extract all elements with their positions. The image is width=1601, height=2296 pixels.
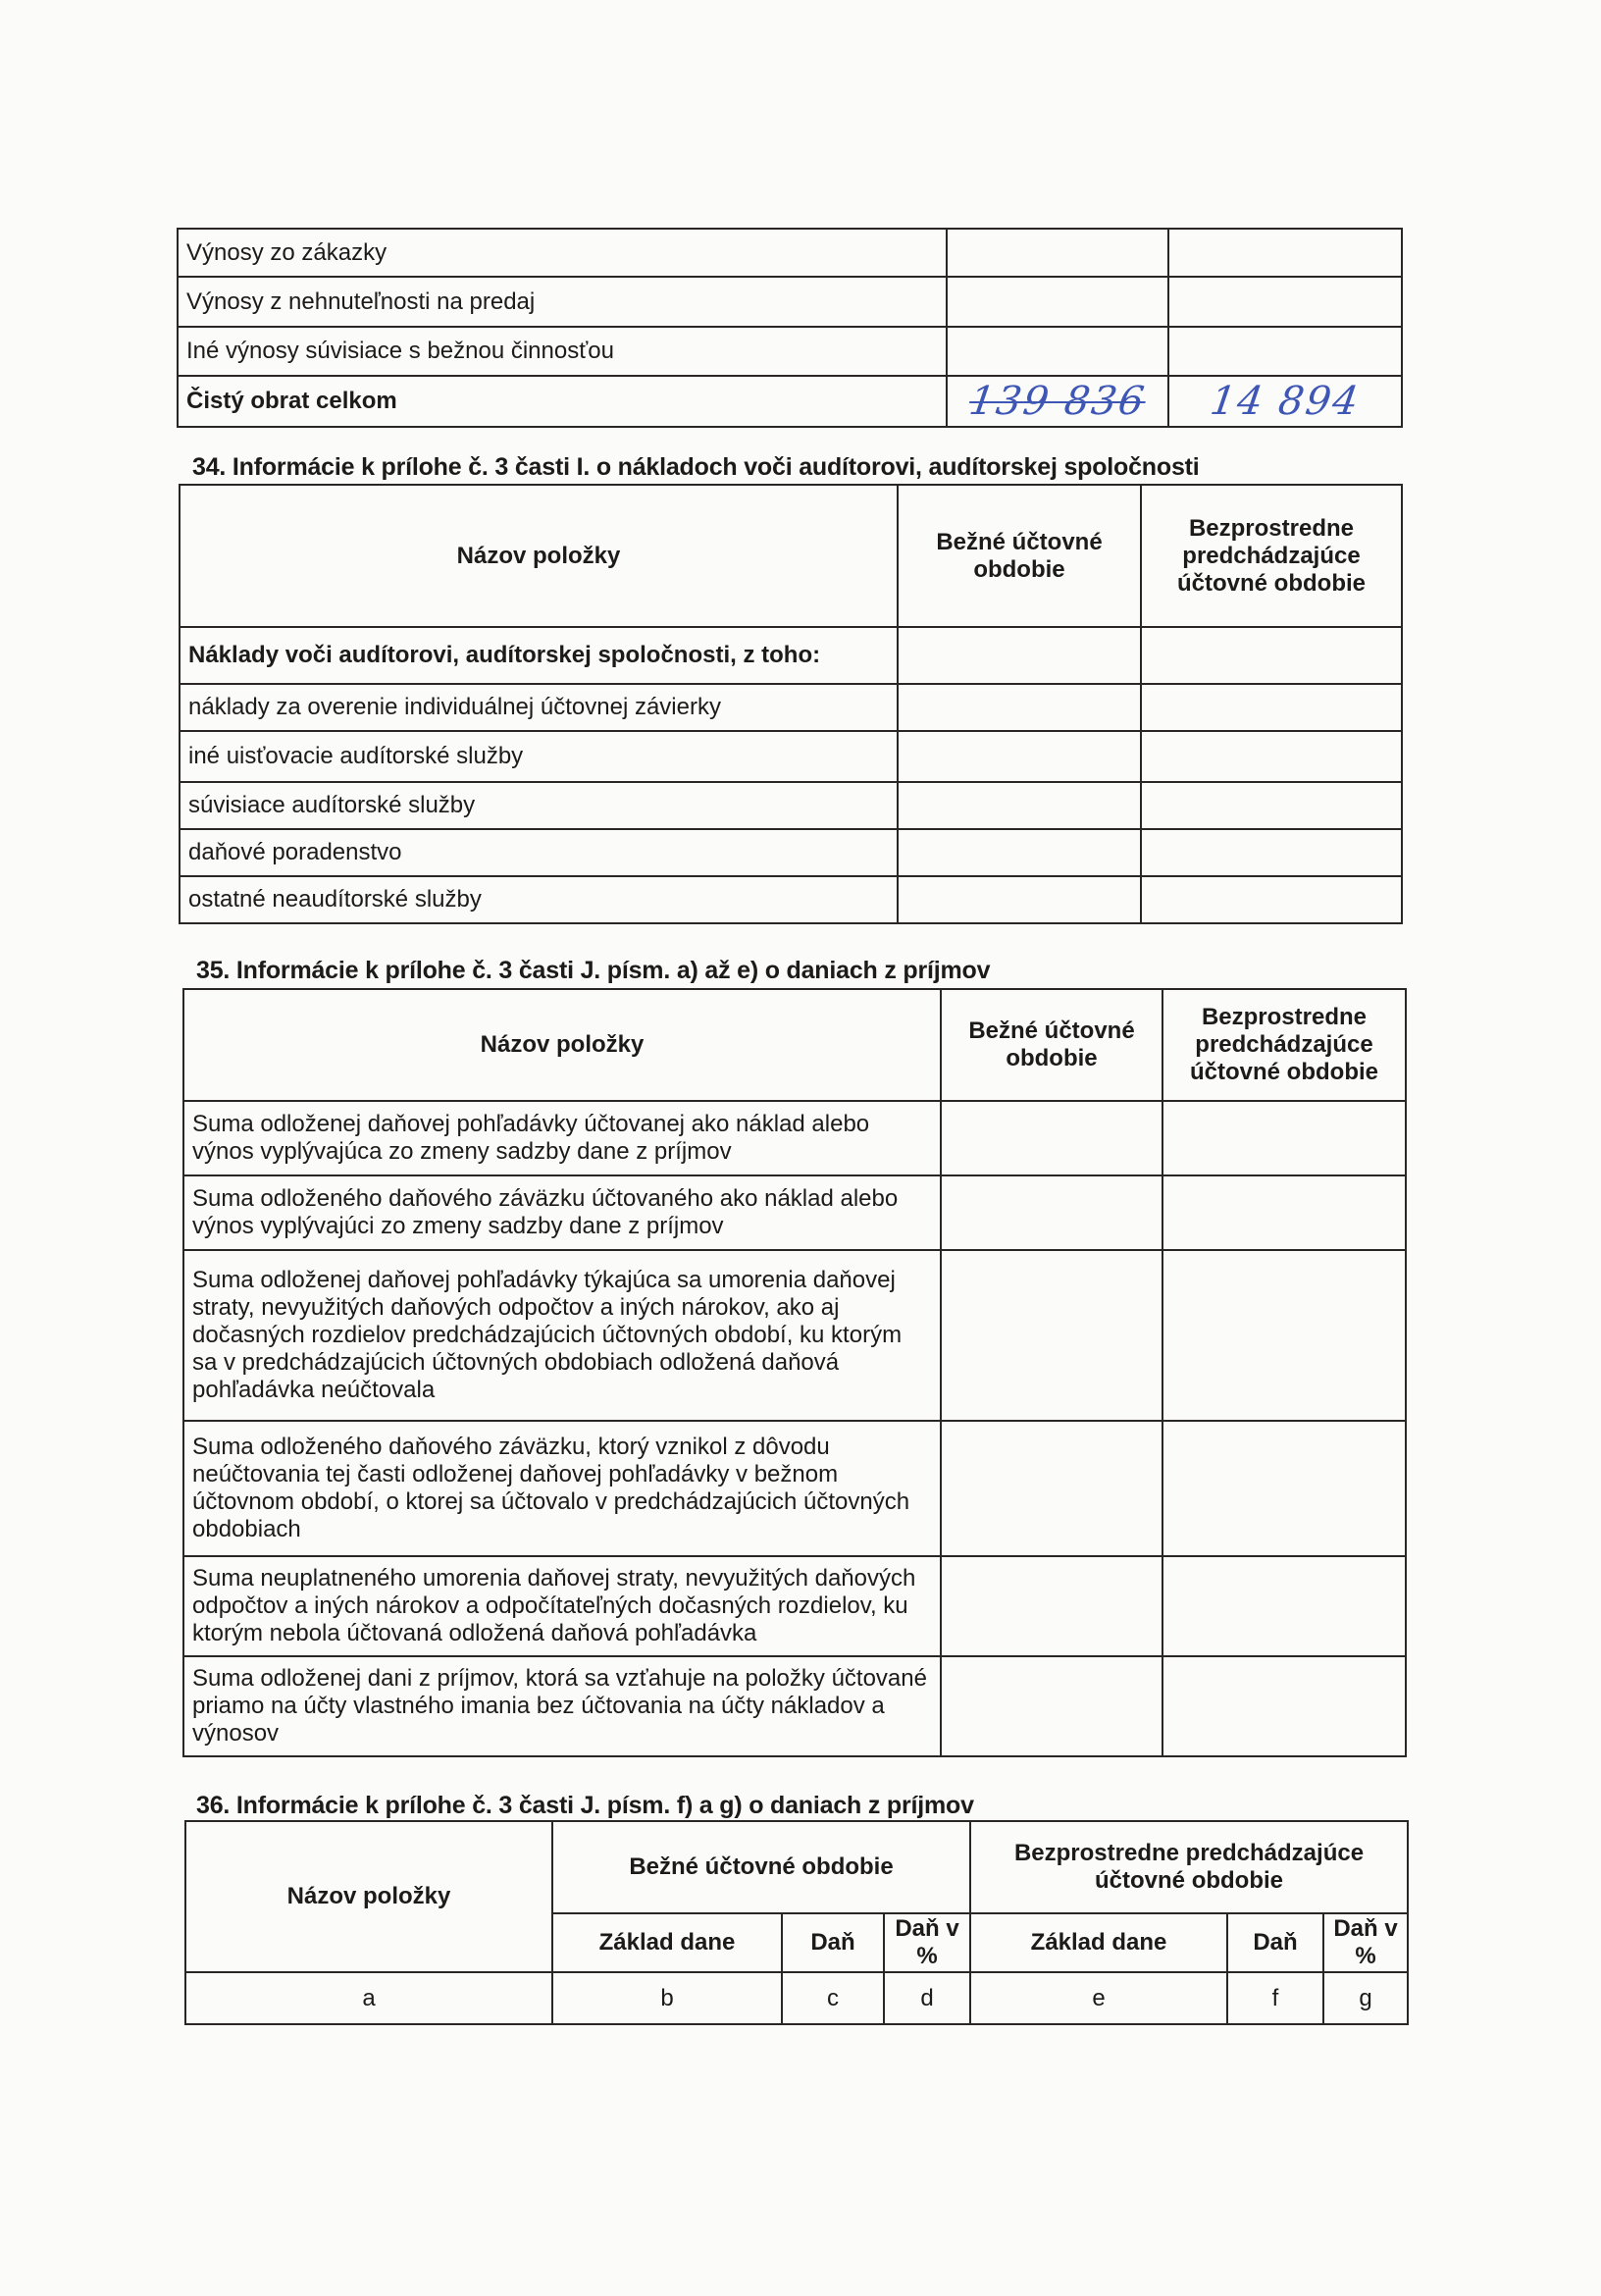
section35-title: 35. Informácie k prílohe č. 3 časti J. písm. a) až e) o daniach z príjmov — [196, 957, 991, 984]
s34-row-previous-value[interactable] — [1141, 782, 1402, 829]
s33-row — [178, 376, 1402, 427]
s33-row-current-value[interactable] — [947, 376, 1168, 427]
s33-row-previous-value[interactable] — [1168, 229, 1402, 277]
s33-row — [178, 327, 1402, 376]
s35-row-label: Suma odloženého daňového záväzku účtovaného ako náklad alebo výnos vyplývajúci zo zmeny sadzby dane z príjmov — [183, 1175, 941, 1250]
s33-row-label: Výnosy z nehnuteľnosti na predaj — [178, 277, 947, 327]
s34-row-previous-value[interactable] — [1141, 876, 1402, 923]
s35-row-label: Suma odloženej dani z príjmov, ktorá sa vzťahuje na položky účtované priamo na účty vlastného imania bez účtovania na účty nákladov a výnosov — [183, 1656, 941, 1756]
s33-row-current-value[interactable] — [947, 229, 1168, 277]
s34-row-label: iné uisťovacie audítorské služby — [180, 731, 898, 782]
s33-row-current-value[interactable] — [947, 277, 1168, 327]
s35-row — [183, 1556, 1406, 1656]
section33-tail-table — [177, 228, 1403, 428]
s34-row-label: súvisiace audítorské služby — [180, 782, 898, 829]
s34-header-previous: Bezprostredne predchádzajúce účtovné obdobie — [1141, 485, 1402, 627]
s34-row — [180, 627, 1402, 684]
s34-row-label: daňové poradenstvo — [180, 829, 898, 876]
s34-row-current-value[interactable] — [898, 731, 1141, 782]
s35-row — [183, 1250, 1406, 1421]
handwritten-current-amount: 139 836 — [966, 379, 1149, 424]
s35-row-current-value[interactable] — [941, 1250, 1162, 1421]
s34-row — [180, 876, 1402, 923]
s35-header-name: Názov položky — [183, 989, 941, 1101]
s35-header-previous: Bezprostredne predchádzajúce účtovné obdobie — [1162, 989, 1406, 1101]
s36-header-previous: Bezprostredne predchádzajúce účtovné obdobie — [970, 1821, 1408, 1913]
s36-column-letter: d — [884, 1972, 970, 2024]
s35-row-current-value[interactable] — [941, 1656, 1162, 1756]
s35-row-label: Suma odloženého daňového záväzku, ktorý vznikol z dôvodu neúčtovania tej časti odloženej daňovej pohľadávky v bežnom účtovnom období, o ktorej sa účtovalo v predchádzajúcich účtovných obdobiach — [183, 1421, 941, 1556]
s34-row-previous-value[interactable] — [1141, 731, 1402, 782]
section36-title: 36. Informácie k prílohe č. 3 časti J. písm. f) a g) o daniach z príjmov — [196, 1792, 974, 1819]
s35-header-current: Bežné účtovné obdobie — [941, 989, 1162, 1101]
s36-column-letter: c — [782, 1972, 884, 2024]
s36-column-letter: a — [185, 1972, 552, 2024]
s33-row-label: Čistý obrat celkom — [178, 376, 947, 427]
s35-row — [183, 1101, 1406, 1175]
s36-header-base-previous: Základ dane — [970, 1913, 1227, 1972]
s35-row-previous-value[interactable] — [1162, 1556, 1406, 1656]
s33-row-previous-value[interactable] — [1168, 327, 1402, 376]
section35-table — [182, 988, 1407, 1757]
s34-row-label: Náklady voči audítorovi, audítorskej spoločnosti, z toho: — [180, 627, 898, 684]
s34-row-current-value[interactable] — [898, 627, 1141, 684]
s33-row — [178, 277, 1402, 327]
s35-row — [183, 1421, 1406, 1556]
s34-row-current-value[interactable] — [898, 684, 1141, 731]
s35-row — [183, 1175, 1406, 1250]
s36-header-name-text: Názov položky — [286, 1883, 451, 1909]
s34-row — [180, 829, 1402, 876]
section34-table — [179, 484, 1403, 924]
s34-row-label: ostatné neaudítorské služby — [180, 876, 898, 923]
s36-column-letter: e — [970, 1972, 1227, 2024]
s35-row-previous-value[interactable] — [1162, 1421, 1406, 1556]
s35-row-label: Suma odloženej daňovej pohľadávky účtovanej ako náklad alebo výnos vyplývajúca zo zmeny sadzby dane z príjmov — [183, 1101, 941, 1175]
s36-header-taxpct-previous: Daň v % — [1323, 1913, 1408, 1972]
s36-header-current: Bežné účtovné obdobie — [552, 1821, 970, 1913]
s36-header-taxpct-current: Daň v % — [884, 1913, 970, 1972]
s33-row-previous-value[interactable] — [1168, 376, 1402, 427]
s34-row-previous-value[interactable] — [1141, 829, 1402, 876]
s35-row-previous-value[interactable] — [1162, 1101, 1406, 1175]
s36-header-name — [185, 1821, 552, 1972]
s35-row-previous-value[interactable] — [1162, 1175, 1406, 1250]
s34-row-current-value[interactable] — [898, 782, 1141, 829]
s34-row-current-value[interactable] — [898, 829, 1141, 876]
s35-row-label: Suma neuplatneného umorenia daňovej straty, nevyužitých daňových odpočtov a iných nárokov a odpočítateľných dočasných rozdielov, ku ktorým nebola účtovaná odložená daňová pohľadávka — [183, 1556, 941, 1656]
s33-row-label: Iné výnosy súvisiace s bežnou činnosťou — [178, 327, 947, 376]
s35-row-current-value[interactable] — [941, 1101, 1162, 1175]
s36-header-tax-previous: Daň — [1227, 1913, 1323, 1972]
s35-row-previous-value[interactable] — [1162, 1250, 1406, 1421]
s33-row — [178, 229, 1402, 277]
s34-header-name: Názov položky — [180, 485, 898, 627]
s33-row-label: Výnosy zo zákazky — [178, 229, 947, 277]
s34-row-previous-value[interactable] — [1141, 627, 1402, 684]
s33-row-previous-value[interactable] — [1168, 277, 1402, 327]
s35-row-current-value[interactable] — [941, 1556, 1162, 1656]
s36-column-letter: b — [552, 1972, 782, 2024]
s35-row-previous-value[interactable] — [1162, 1656, 1406, 1756]
s36-header-tax-current: Daň — [782, 1913, 884, 1972]
s33-row-current-value[interactable] — [947, 327, 1168, 376]
s36-column-letter: g — [1323, 1972, 1408, 2024]
section36-table — [184, 1820, 1409, 2025]
s36-header-base-current: Základ dane — [552, 1913, 782, 1972]
s34-row — [180, 782, 1402, 829]
section34-title: 34. Informácie k prílohe č. 3 časti I. o nákladoch voči audítorovi, audítorskej spoločnosti — [192, 453, 1200, 481]
s34-row-previous-value[interactable] — [1141, 684, 1402, 731]
s34-row-current-value[interactable] — [898, 876, 1141, 923]
s34-row — [180, 731, 1402, 782]
s35-row — [183, 1656, 1406, 1756]
handwritten-previous-amount: 14 894 — [1207, 379, 1364, 424]
s35-row-current-value[interactable] — [941, 1421, 1162, 1556]
s36-column-letter: f — [1227, 1972, 1323, 2024]
s34-row-label: náklady za overenie individuálnej účtovnej závierky — [180, 684, 898, 731]
s35-row-current-value[interactable] — [941, 1175, 1162, 1250]
s35-row-label: Suma odloženej daňovej pohľadávky týkajúca sa umorenia daňovej straty, nevyužitých daňových odpočtov a iných nárokov, ako aj dočasných rozdielov predchádzajúcich účtovných období, ku ktorým sa v predchádzajúcich účtovných obdobiach odložená daňová pohľadávka neúčtovala — [183, 1250, 941, 1421]
s34-header-current: Bežné účtovné obdobie — [898, 485, 1141, 627]
s34-row — [180, 684, 1402, 731]
